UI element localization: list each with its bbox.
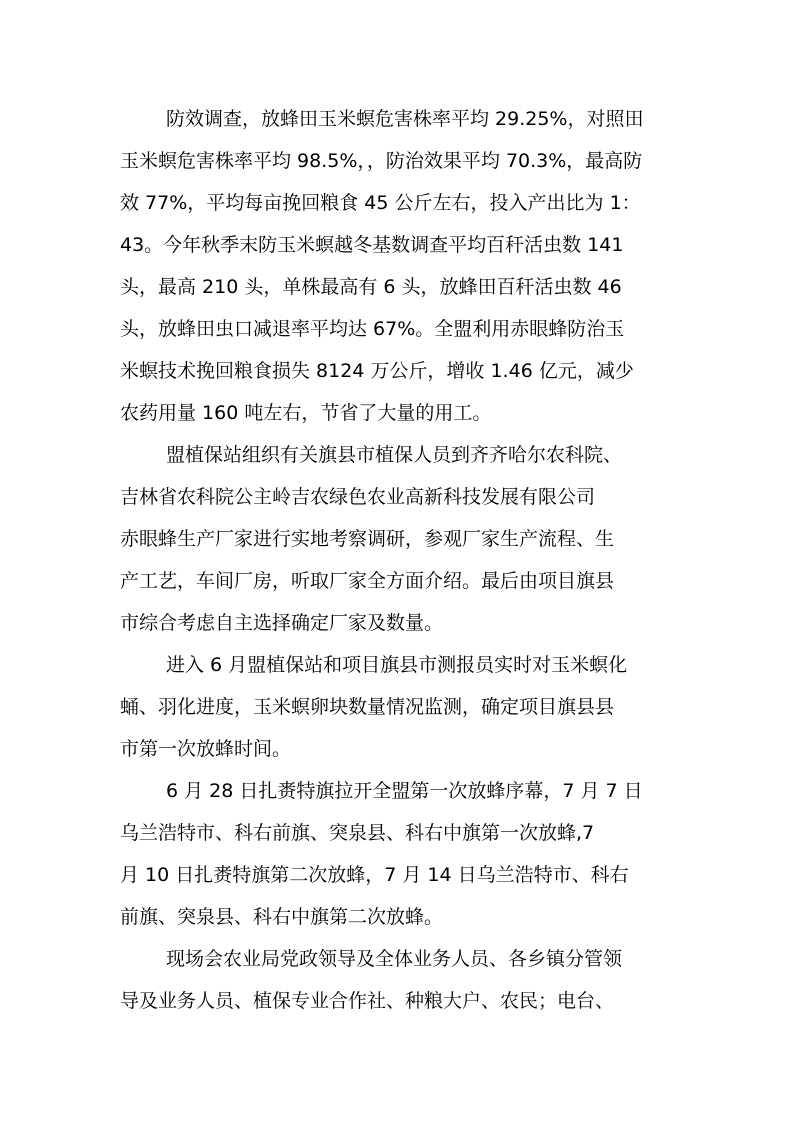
text-line: 现场会农业局党政领导及全体业务人员、各乡镇分管领 [166, 948, 623, 970]
text-line: 玉米螟危害株率平均 98.5%，，防治效果平均 70.3%，最高防 [120, 150, 643, 172]
text-line: 蛹、羽化进度，玉米螟卵块数量情况监测，确定项目旗县县 [120, 696, 615, 718]
text-line: 月 10 日扎赉特旗第二次放蜂，7 月 14 日乌兰浩特市、科右 [120, 864, 629, 886]
text-line: 市第一次放蜂时间。 [120, 738, 292, 760]
text-line: 盟植保站组织有关旗县市植保人员到齐齐哈尔农科院、 [166, 444, 623, 466]
text-line: 市综合考虑自主选择确定厂家及数量。 [120, 612, 444, 634]
text-line: 进入 6 月盟植保站和项目旗县市测报员实时对玉米螟化 [166, 654, 628, 676]
text-line: 乌兰浩特市、科右前旗、突泉县、科右中旗第一次放蜂,7 [120, 822, 595, 844]
text-line: 效 77%，平均每亩挽回粮食 45 公斤左右，投入产出比为 1： [120, 192, 641, 214]
text-line: 赤眼蜂生产厂家进行实地考察调研，参观厂家生产流程、生 [120, 528, 615, 550]
text-line: 防效调查，放蜂田玉米螟危害株率平均 29.25%，对照田 [166, 108, 644, 130]
text-line: 前旗、突泉县、科右中旗第二次放蜂。 [120, 906, 444, 928]
text-line: 吉林省农科院公主岭吉农绿色农业高新科技发展有限公司 [120, 486, 596, 508]
text-line: 农药用量 160 吨左右，节省了大量的用工。 [120, 402, 492, 424]
text-line: 产工艺，车间厂房，听取厂家全方面介绍。最后由项目旗县 [120, 570, 615, 592]
text-line: 头，放蜂田虫口减退率平均达 67%。全盟利用赤眼蜂防治玉 [120, 318, 625, 340]
text-line: 头，最高 210 头，单株最高有 6 头，放蜂田百秆活虫数 46 [120, 276, 622, 298]
text-line: 6 月 28 日扎赉特旗拉开全盟第一次放蜂序幕，7 月 7 日 [166, 780, 643, 802]
text-line: 43。今年秋季末防玉米螟越冬基数调查平均百秆活虫数 141 [120, 234, 624, 256]
text-line: 导及业务人员、植保专业合作社、种粮大户、农民；电台、 [120, 990, 615, 1012]
text-line: 米螟技术挽回粮食损失 8124 万公斤，增收 1.46 亿元，减少 [120, 360, 634, 382]
